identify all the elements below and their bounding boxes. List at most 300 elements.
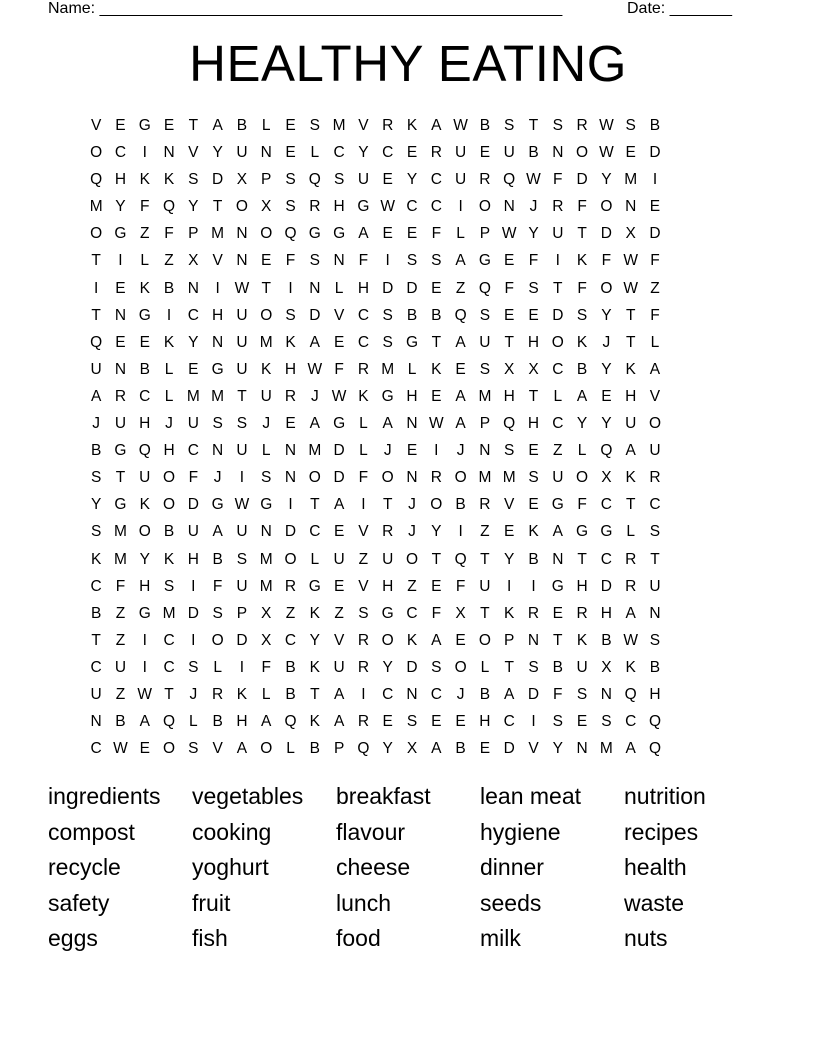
grid-letter: J	[92, 415, 101, 433]
grid-letter: S	[285, 198, 296, 216]
grid-letter: L	[261, 442, 271, 460]
grid-letter: U	[114, 415, 127, 433]
grid-letter: C	[430, 198, 442, 216]
grid-letter: D	[600, 577, 612, 595]
grid-letter: V	[212, 252, 223, 270]
grid-letter: U	[479, 333, 491, 351]
grid-row	[84, 627, 732, 654]
word-list-item: lunch	[336, 889, 391, 916]
grid-letter: U	[552, 469, 564, 487]
grid-letter: A	[625, 442, 636, 460]
grid-letter: A	[455, 252, 466, 270]
grid-letter: E	[406, 144, 418, 162]
grid-letter: E	[115, 117, 126, 134]
grid-letter: I	[166, 306, 172, 324]
grid-letter: Q	[454, 550, 467, 568]
grid-letter: M	[211, 387, 225, 405]
grid-letter: B	[649, 658, 661, 676]
grid-letter: Q	[308, 171, 321, 189]
grid-letter: K	[358, 387, 369, 405]
grid-letter: K	[309, 713, 320, 731]
word-list-item: dinner	[480, 854, 544, 881]
grid-letter: X	[455, 604, 466, 622]
grid-letter: O	[260, 225, 273, 243]
word-list-item: flavour	[336, 818, 406, 845]
grid-letter: C	[406, 604, 418, 622]
grid-letter: N	[600, 685, 612, 703]
grid-letter: E	[382, 225, 393, 243]
grid-letter: D	[503, 740, 515, 758]
grid-letter: J	[602, 333, 611, 351]
grid-letter: Q	[357, 740, 370, 758]
word-list-item: fruit	[192, 889, 231, 916]
grid-letter: O	[405, 550, 419, 568]
grid-letter: T	[91, 252, 101, 270]
grid-letter: U	[576, 658, 588, 676]
grid-letter: A	[504, 685, 515, 703]
name-field-label: Name: ____________________________________________________	[48, 0, 563, 17]
grid-letter: T	[528, 117, 539, 134]
grid-letter: X	[261, 604, 272, 622]
grid-letter: S	[90, 469, 102, 487]
grid-letter: G	[381, 387, 394, 405]
grid-letter: Y	[358, 144, 369, 162]
grid-letter: V	[358, 577, 369, 595]
grid-letter: I	[555, 252, 560, 270]
grid-letter: J	[189, 685, 198, 703]
grid-row	[84, 329, 732, 356]
grid-letter: E	[285, 117, 296, 134]
grid-letter: X	[261, 198, 272, 216]
grid-letter: K	[139, 171, 150, 189]
grid-letter: T	[577, 550, 587, 568]
grid-letter: Q	[284, 225, 297, 243]
grid-letter: L	[456, 225, 465, 243]
grid-letter: F	[650, 252, 660, 270]
grid-letter: T	[237, 387, 247, 405]
grid-letter: A	[431, 740, 442, 758]
grid-letter: D	[236, 631, 248, 649]
grid-letter: N	[406, 685, 418, 703]
grid-letter: V	[333, 631, 345, 649]
grid-letter: K	[163, 171, 175, 189]
grid-letter: U	[455, 171, 467, 189]
grid-letter: H	[212, 306, 224, 324]
grid-letter: W	[113, 740, 128, 758]
grid-letter: N	[309, 279, 321, 297]
grid-letter: T	[188, 117, 199, 134]
grid-letter: O	[90, 144, 103, 162]
grid-letter: D	[309, 306, 321, 324]
grid-letter: B	[285, 685, 296, 703]
grid-letter: R	[212, 685, 224, 703]
grid-letter: V	[358, 523, 369, 541]
grid-letter: D	[527, 685, 540, 703]
grid-letter: R	[382, 523, 394, 541]
grid-letter: Y	[601, 415, 612, 433]
grid-letter: I	[434, 442, 439, 460]
grid-letter: X	[261, 631, 272, 649]
grid-letter: U	[236, 333, 248, 351]
grid-letter: V	[358, 117, 369, 134]
grid-letter: E	[479, 740, 491, 758]
grid-letter: O	[576, 144, 589, 162]
grid-letter: R	[284, 577, 297, 595]
grid-letter: F	[577, 198, 587, 216]
grid-letter: K	[163, 550, 175, 568]
grid-letter: F	[140, 198, 150, 216]
grid-letter: A	[625, 740, 636, 758]
grid-letter: F	[358, 469, 369, 487]
grid-letter: T	[480, 604, 490, 622]
grid-letter: A	[333, 496, 345, 514]
grid-letter: E	[115, 279, 126, 297]
grid-letter: G	[114, 496, 127, 514]
grid-letter: C	[163, 631, 175, 649]
grid-letter: D	[333, 469, 345, 487]
grid-letter: Q	[163, 713, 176, 731]
grid-letter: Q	[284, 713, 297, 731]
grid-letter: E	[406, 442, 418, 460]
grid-letter: W	[307, 360, 323, 378]
grid-letter: U	[625, 415, 637, 433]
grid-letter: I	[458, 523, 463, 541]
grid-letter: E	[625, 144, 636, 162]
grid-letter: Z	[455, 279, 466, 297]
grid-letter: S	[212, 604, 223, 622]
grid-letter: U	[455, 144, 467, 162]
grid-letter: I	[142, 144, 147, 162]
grid-letter: I	[361, 685, 366, 703]
grid-letter: M	[113, 523, 127, 541]
grid-letter: C	[600, 496, 612, 514]
grid-letter: O	[478, 198, 491, 216]
grid-letter: N	[212, 333, 224, 351]
grid-letter: N	[114, 360, 127, 378]
grid-letter: N	[552, 144, 564, 162]
grid-letter: C	[357, 333, 370, 351]
grid-letter: G	[138, 306, 151, 324]
grid-letter: T	[431, 550, 442, 568]
grid-row	[84, 247, 732, 274]
grid-letter: T	[91, 306, 101, 324]
grid-letter: Y	[90, 496, 102, 514]
grid-letter: K	[406, 631, 418, 649]
grid-letter: H	[139, 415, 151, 433]
grid-letter: X	[236, 171, 248, 189]
grid-letter: D	[333, 442, 345, 460]
grid-letter: F	[528, 252, 539, 270]
grid-letter: N	[479, 442, 491, 460]
grid-letter: R	[357, 713, 370, 731]
grid-letter: Z	[480, 523, 490, 541]
grid-letter: D	[382, 279, 394, 297]
grid-letter: U	[649, 442, 661, 460]
grid-row	[84, 491, 732, 518]
grid-letter: B	[236, 117, 248, 134]
grid-letter: A	[649, 360, 661, 378]
grid-letter: O	[138, 523, 151, 541]
grid-letter: Y	[382, 658, 393, 676]
word-list-item: breakfast	[336, 783, 431, 809]
grid-letter: K	[163, 333, 175, 351]
grid-letter: M	[478, 469, 492, 487]
grid-letter: I	[93, 279, 99, 297]
grid-letter: C	[382, 685, 394, 703]
grid-letter: S	[333, 171, 345, 189]
grid-letter: O	[260, 306, 273, 324]
grid-letter: T	[310, 685, 320, 703]
grid-letter: E	[431, 279, 442, 297]
grid-letter: Q	[90, 171, 103, 189]
grid-letter: N	[114, 306, 127, 324]
grid-letter: T	[431, 333, 442, 351]
grid-letter: W	[137, 685, 153, 703]
grid-letter: I	[191, 631, 196, 649]
grid-letter: G	[551, 577, 564, 595]
grid-letter: C	[406, 198, 418, 216]
grid-letter: Y	[139, 550, 150, 568]
word-list-item: hygiene	[480, 818, 561, 845]
word-list-item: seeds	[480, 889, 542, 916]
grid-letter: P	[188, 225, 199, 243]
grid-letter: C	[114, 144, 127, 162]
grid-letter: U	[479, 577, 491, 595]
grid-letter: F	[431, 225, 442, 243]
grid-letter: R	[357, 360, 370, 378]
grid-row	[84, 518, 732, 545]
grid-row	[84, 220, 732, 247]
grid-letter: I	[239, 469, 245, 487]
grid-letter: E	[649, 198, 661, 216]
grid-letter: P	[261, 171, 272, 189]
grid-letter: R	[479, 496, 491, 514]
grid-letter: E	[528, 442, 539, 460]
grid-letter: K	[528, 523, 539, 541]
grid-letter: T	[625, 496, 636, 514]
grid-letter: F	[431, 604, 442, 622]
grid-row	[84, 546, 732, 573]
grid-letter: C	[357, 306, 370, 324]
grid-letter: E	[504, 306, 515, 324]
grid-letter: B	[115, 713, 126, 731]
grid-letter: D	[600, 225, 612, 243]
grid-letter: J	[165, 415, 173, 433]
grid-letter: C	[333, 144, 345, 162]
grid-letter: C	[309, 523, 321, 541]
grid-letter: S	[358, 604, 369, 622]
grid-letter: K	[625, 360, 636, 378]
grid-letter: Y	[504, 550, 515, 568]
grid-letter: L	[261, 117, 271, 134]
grid-letter: Y	[601, 306, 612, 324]
grid-letter: S	[188, 171, 199, 189]
grid-letter: Y	[601, 360, 612, 378]
grid-letter: N	[212, 442, 224, 460]
grid-letter: W	[623, 252, 638, 270]
grid-letter: T	[212, 198, 223, 216]
grid-letter: L	[577, 442, 587, 460]
grid-letter: A	[431, 631, 442, 649]
grid-letter: Y	[212, 144, 223, 162]
grid-letter: U	[236, 523, 248, 541]
grid-letter: Z	[650, 279, 660, 297]
grid-letter: Z	[115, 685, 126, 703]
grid-letter: S	[431, 658, 442, 676]
grid-letter: D	[649, 225, 661, 243]
grid-letter: S	[188, 740, 199, 758]
grid-letter: R	[479, 171, 491, 189]
grid-row	[84, 437, 732, 464]
grid-letter: F	[115, 577, 126, 595]
grid-letter: H	[114, 171, 127, 189]
grid-letter: N	[284, 469, 297, 487]
grid-letter: M	[259, 550, 273, 568]
grid-letter: N	[406, 469, 418, 487]
grid-letter: B	[431, 306, 442, 324]
word-list-item: cheese	[336, 854, 411, 881]
grid-letter: J	[262, 415, 271, 433]
grid-letter: B	[90, 604, 102, 622]
grid-letter: J	[529, 198, 538, 216]
grid-letter: K	[625, 658, 636, 676]
grid-letter: H	[527, 415, 540, 433]
grid-letter: E	[479, 144, 491, 162]
grid-letter: O	[163, 496, 176, 514]
grid-letter: B	[455, 496, 466, 514]
grid-letter: U	[90, 360, 102, 378]
grid-letter: J	[408, 523, 416, 541]
date-field-label: Date: _______	[627, 0, 732, 17]
grid-letter: U	[260, 387, 272, 405]
grid-letter: A	[139, 713, 150, 731]
grid-letter: N	[576, 740, 588, 758]
grid-letter: S	[479, 306, 491, 324]
grid-letter: T	[382, 496, 393, 514]
grid-letter: S	[163, 577, 175, 595]
grid-letter: Z	[115, 631, 126, 649]
grid-letter: L	[407, 360, 417, 378]
grid-letter: A	[212, 523, 223, 541]
grid-letter: E	[431, 713, 442, 731]
grid-letter: E	[431, 577, 442, 595]
grid-letter: Q	[503, 415, 516, 433]
grid-letter: C	[430, 171, 442, 189]
grid-letter: L	[140, 252, 150, 270]
grid-letter: O	[648, 415, 661, 433]
grid-letter: D	[649, 144, 661, 162]
grid-row	[84, 193, 732, 220]
grid-letter: S	[382, 333, 393, 351]
grid-letter: R	[576, 117, 588, 134]
grid-letter: R	[576, 604, 588, 622]
word-list-item: safety	[48, 889, 110, 916]
grid-letter: B	[528, 144, 539, 162]
grid-letter: H	[236, 713, 248, 731]
grid-letter: A	[236, 740, 248, 758]
grid-letter: D	[406, 279, 418, 297]
grid-letter: G	[114, 225, 127, 243]
grid-letter: H	[600, 604, 612, 622]
grid-letter: Q	[90, 333, 103, 351]
grid-letter: F	[601, 252, 612, 270]
grid-letter: I	[239, 658, 245, 676]
grid-letter: H	[527, 333, 540, 351]
grid-letter: K	[236, 685, 248, 703]
grid-letter: A	[625, 604, 636, 622]
grid-letter: K	[309, 604, 320, 622]
word-list-item: yoghurt	[192, 854, 269, 881]
grid-row	[84, 112, 732, 139]
grid-letter: G	[551, 496, 564, 514]
word-list-item: nutrition	[624, 783, 706, 809]
grid-letter: I	[652, 171, 658, 189]
grid-letter: U	[333, 550, 345, 568]
grid-letter: E	[528, 306, 539, 324]
grid-letter: L	[359, 415, 368, 433]
grid-letter: O	[551, 333, 564, 351]
grid-letter: V	[333, 306, 345, 324]
grid-letter: Z	[285, 604, 296, 622]
grid-letter: O	[163, 469, 176, 487]
grid-letter: M	[478, 387, 492, 405]
grid-letter: Z	[164, 252, 174, 270]
grid-letter: S	[649, 631, 661, 649]
grid-letter: N	[552, 550, 564, 568]
grid-letter: E	[285, 415, 296, 433]
grid-row	[84, 410, 732, 437]
grid-letter: S	[236, 550, 248, 568]
grid-letter: M	[162, 604, 176, 622]
grid-letter: E	[115, 333, 126, 351]
grid-letter: S	[261, 469, 272, 487]
grid-letter: T	[164, 685, 174, 703]
grid-letter: M	[502, 469, 516, 487]
grid-letter: I	[361, 496, 366, 514]
grid-letter: R	[357, 658, 370, 676]
grid-letter: F	[188, 469, 199, 487]
grid-row	[84, 681, 732, 708]
grid-letter: U	[503, 144, 515, 162]
grid-letter: I	[215, 279, 220, 297]
grid-letter: O	[600, 198, 613, 216]
grid-letter: A	[576, 387, 588, 405]
grid-letter: E	[455, 631, 466, 649]
grid-letter: L	[650, 333, 660, 351]
grid-letter: T	[115, 469, 126, 487]
grid-letter: R	[552, 198, 564, 216]
grid-letter: F	[455, 577, 466, 595]
grid-letter: A	[358, 225, 369, 243]
grid-row	[84, 573, 732, 600]
grid-letter: O	[211, 631, 224, 649]
grid-letter: Q	[600, 442, 613, 460]
grid-letter: H	[382, 577, 394, 595]
grid-letter: R	[357, 631, 370, 649]
grid-letter: O	[454, 469, 467, 487]
grid-letter: V	[504, 496, 515, 514]
grid-letter: H	[333, 198, 345, 216]
grid-letter: L	[213, 658, 222, 676]
grid-letter: I	[385, 252, 390, 270]
grid-letter: Y	[528, 225, 539, 243]
header	[48, 0, 748, 20]
grid-letter: C	[139, 387, 151, 405]
grid-letter: M	[599, 740, 613, 758]
grid-letter: K	[576, 252, 588, 270]
grid-letter: F	[553, 171, 563, 189]
grid-letter: O	[260, 740, 273, 758]
